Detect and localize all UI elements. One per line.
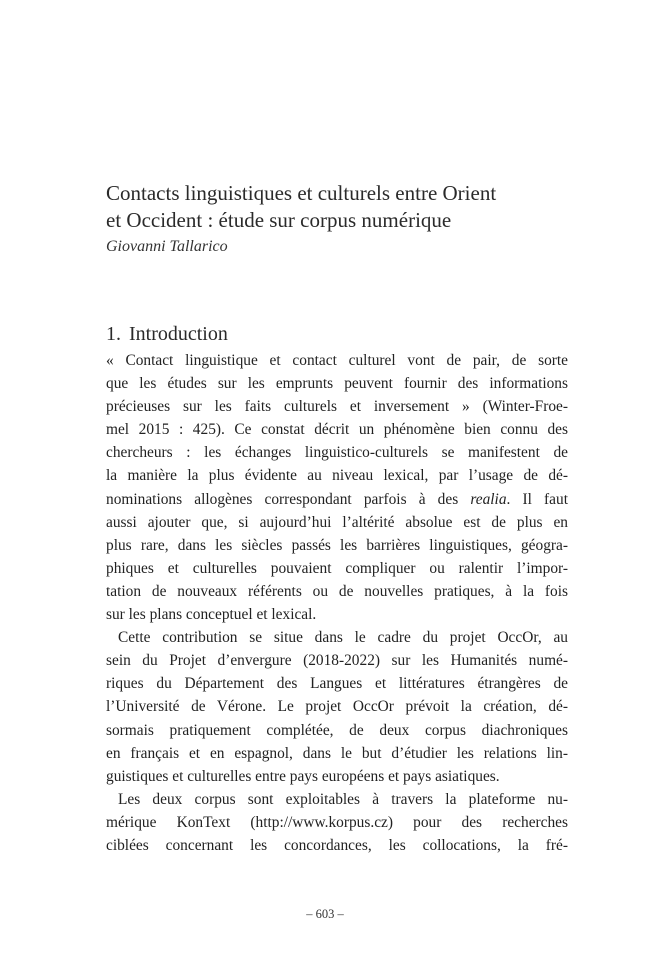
text-line: chercheurs : les échanges linguistico-culturels se manifestent de xyxy=(106,444,568,462)
text-line: Les deux corpus sont exploitables à travers la plateforme nu- xyxy=(118,790,568,808)
text-segment: . Il faut xyxy=(506,490,568,508)
text-line: aussi ajouter que, si aujourd’hui l’altérité absolue est de plus en xyxy=(106,513,568,531)
paragraph-3 xyxy=(106,788,568,857)
paragraph-1 xyxy=(106,349,568,626)
paragraph-2 xyxy=(106,626,568,788)
text-line: tation de nouveaux référents ou de nouvelles pratiques, à la fois xyxy=(106,582,568,600)
text-line: sur les plans conceptuel et lexical. xyxy=(106,606,317,624)
text-line: plus rare, dans les siècles passés les barrières linguistiques, géogra- xyxy=(106,536,568,554)
text-line: Cette contribution se situe dans le cadre du projet OccOr, au xyxy=(118,629,568,647)
text-line: riques du Département des Langues et littératures étrangères de xyxy=(106,675,568,693)
text-line: « Contact linguistique et contact culturel vont de pair, de sorte xyxy=(106,352,568,369)
author-name: Giovanni Tallarico xyxy=(106,238,228,255)
text-line: sormais pratiquement complétée, de deux corpus diachroniques xyxy=(106,721,568,739)
text-line: mérique KonText (http://www.korpus.cz) pour des recherches xyxy=(106,813,568,831)
section-number: 1. xyxy=(106,323,121,345)
page-number: – 603 – xyxy=(306,907,344,921)
section-title: Introduction xyxy=(129,323,228,345)
text-line: ciblées concernant les concordances, les collocations, la fré- xyxy=(106,836,568,854)
text-line: l’Université de Vérone. Le projet OccOr prévoit la création, dé- xyxy=(106,698,568,716)
text-line: en français et en espagnol, dans le but d’étudier les relations lin- xyxy=(106,744,568,762)
section-heading xyxy=(106,322,228,346)
text-line: phiques et culturelles pouvaient compliquer ou ralentir l’impor- xyxy=(106,559,568,577)
body-text xyxy=(106,349,568,857)
text-line: la manière la plus évidente au niveau lexical, par l’usage de dé- xyxy=(106,467,568,485)
italic-term: realia xyxy=(470,490,507,508)
text-segment: nominations allogènes correspondant parfois à des xyxy=(106,490,471,508)
chapter-title-line-2: et Occident : étude sur corpus numérique xyxy=(106,208,452,232)
text-line: mel 2015 : 425). Ce constat décrit un phénomène bien connu des xyxy=(106,421,568,439)
chapter-title-line-1: Contacts linguistiques et culturels entre Orient xyxy=(106,181,497,205)
text-line-with-italic xyxy=(106,488,568,511)
text-line: sein du Projet d’envergure (2018-2022) sur les Humanités numé- xyxy=(106,652,568,670)
text-line: précieuses sur les faits culturels et inversement » (Winter-Froe- xyxy=(106,398,568,416)
chapter-title-block xyxy=(106,180,566,257)
text-line: guistiques et culturelles entre pays européens et pays asiatiques. xyxy=(106,767,500,785)
text-line: que les études sur les emprunts peuvent fournir des informations xyxy=(106,375,568,393)
